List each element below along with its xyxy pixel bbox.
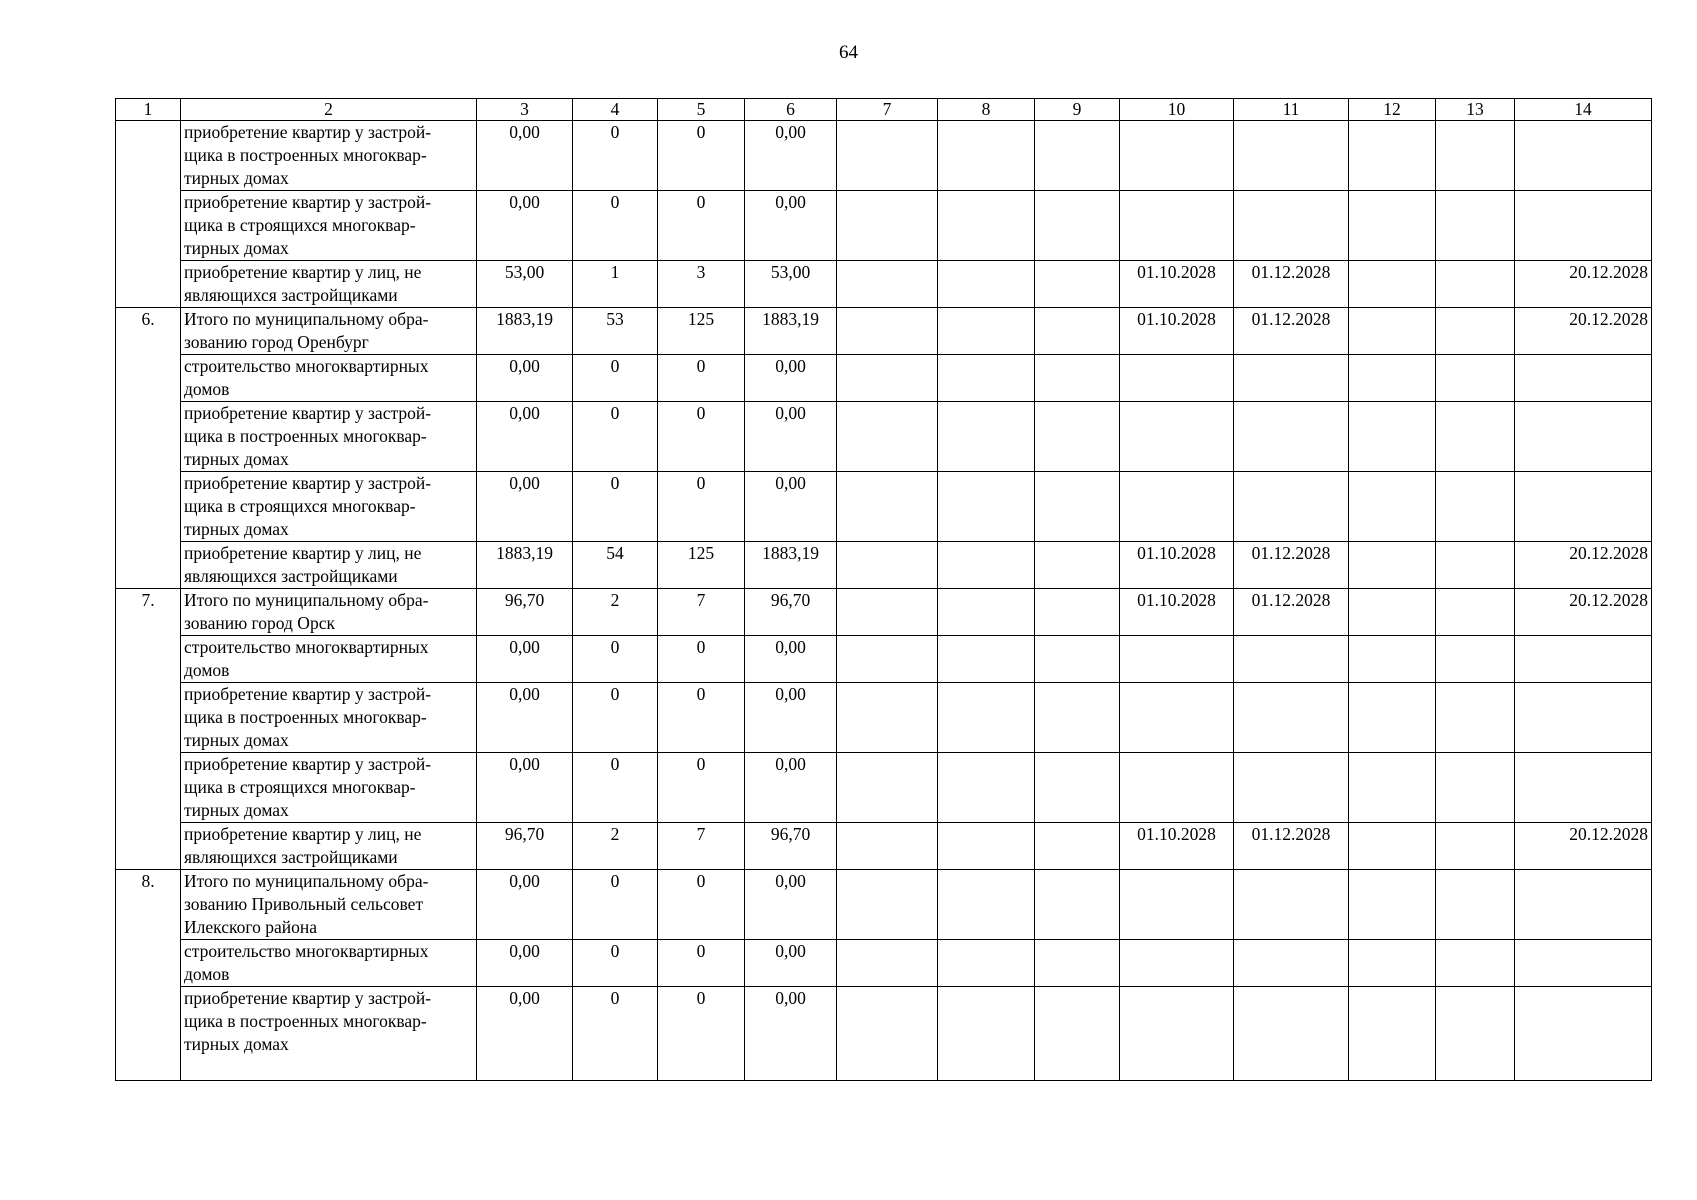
row-description-cell — [181, 542, 477, 589]
cell-col-3: 0,00 — [477, 121, 573, 191]
cell-col-3: 0,00 — [477, 191, 573, 261]
cell-col-4: 0 — [573, 191, 658, 261]
cell-col-6: 53,00 — [745, 261, 837, 308]
cell-col-9 — [1035, 753, 1120, 823]
table-row — [116, 191, 1652, 261]
cell-col-11 — [1234, 870, 1349, 940]
description-line: тирных домах — [184, 519, 289, 539]
cell-col-4: 2 — [573, 589, 658, 636]
cell-col-8 — [938, 589, 1035, 636]
cell-col-7 — [837, 636, 938, 683]
cell-col-3: 0,00 — [477, 683, 573, 753]
cell-col-12 — [1349, 472, 1436, 542]
cell-col-11: 01.12.2028 — [1234, 261, 1349, 308]
page-number: 64 — [839, 42, 858, 63]
description-line: Итого по муниципальному обра- — [184, 590, 429, 610]
row-description-cell — [181, 940, 477, 987]
cell-col-5: 7 — [658, 589, 745, 636]
cell-col-8 — [938, 402, 1035, 472]
description-line: домов — [184, 660, 230, 680]
description-line: тирных домах — [184, 168, 289, 188]
cell-col-4: 0 — [573, 940, 658, 987]
description-line: щика в построенных многоквар- — [184, 426, 427, 446]
cell-col-14 — [1515, 870, 1652, 940]
cell-col-6: 0,00 — [745, 987, 837, 1081]
cell-col-8 — [938, 683, 1035, 753]
cell-col-10: 01.10.2028 — [1120, 308, 1234, 355]
cell-col-8 — [938, 753, 1035, 823]
description-line: щика в построенных многоквар- — [184, 145, 427, 165]
description-line: щика в построенных многоквар- — [184, 707, 427, 727]
cell-col-11 — [1234, 753, 1349, 823]
description-line: тирных домах — [184, 730, 289, 750]
table-row — [116, 308, 1652, 355]
cell-col-3: 0,00 — [477, 940, 573, 987]
cell-col-14 — [1515, 402, 1652, 472]
cell-col-4: 53 — [573, 308, 658, 355]
cell-col-13 — [1436, 987, 1515, 1081]
header-row — [116, 99, 1652, 121]
cell-col-10 — [1120, 987, 1234, 1081]
description-line: щика в строящихся многоквар- — [184, 215, 416, 235]
cell-col-14 — [1515, 191, 1652, 261]
cell-col-13 — [1436, 472, 1515, 542]
cell-col-14 — [1515, 472, 1652, 542]
cell-col-13 — [1436, 636, 1515, 683]
column-header: 5 — [658, 99, 745, 121]
row-description-cell — [181, 683, 477, 753]
description-line: тирных домах — [184, 800, 289, 820]
cell-col-12 — [1349, 823, 1436, 870]
cell-col-7 — [837, 987, 938, 1081]
cell-col-13 — [1436, 191, 1515, 261]
cell-col-8 — [938, 261, 1035, 308]
cell-col-4: 1 — [573, 261, 658, 308]
row-description-cell — [181, 121, 477, 191]
cell-col-13 — [1436, 940, 1515, 987]
cell-col-5: 0 — [658, 870, 745, 940]
cell-col-4: 0 — [573, 987, 658, 1081]
cell-col-4: 0 — [573, 683, 658, 753]
row-number-cell — [116, 121, 181, 308]
column-header: 10 — [1120, 99, 1234, 121]
row-description-cell — [181, 261, 477, 308]
description-line: щика в построенных многоквар- — [184, 1011, 427, 1031]
cell-col-13 — [1436, 402, 1515, 472]
cell-col-8 — [938, 542, 1035, 589]
cell-col-7 — [837, 589, 938, 636]
cell-col-13 — [1436, 355, 1515, 402]
description-line: строительство многоквартирных — [184, 356, 429, 376]
description-line: щика в строящихся многоквар- — [184, 496, 416, 516]
cell-col-8 — [938, 191, 1035, 261]
cell-col-9 — [1035, 308, 1120, 355]
cell-col-5: 0 — [658, 753, 745, 823]
cell-col-3: 53,00 — [477, 261, 573, 308]
cell-col-13 — [1436, 870, 1515, 940]
description-line: приобретение квартир у застрой- — [184, 988, 432, 1008]
cell-col-9 — [1035, 472, 1120, 542]
table-row — [116, 870, 1652, 940]
cell-col-7 — [837, 683, 938, 753]
cell-col-6: 0,00 — [745, 870, 837, 940]
cell-col-12 — [1349, 261, 1436, 308]
description-line: щика в строящихся многоквар- — [184, 777, 416, 797]
cell-col-6: 96,70 — [745, 589, 837, 636]
description-line: зованию город Оренбург — [184, 332, 369, 352]
cell-col-9 — [1035, 987, 1120, 1081]
cell-col-9 — [1035, 823, 1120, 870]
cell-col-11 — [1234, 121, 1349, 191]
description-line: тирных домах — [184, 238, 289, 258]
description-line: приобретение квартир у застрой- — [184, 684, 432, 704]
cell-col-7 — [837, 753, 938, 823]
cell-col-12 — [1349, 121, 1436, 191]
cell-col-13 — [1436, 753, 1515, 823]
cell-col-10: 01.10.2028 — [1120, 261, 1234, 308]
cell-col-5: 0 — [658, 121, 745, 191]
cell-col-9 — [1035, 870, 1120, 940]
description-line: приобретение квартир у застрой- — [184, 473, 432, 493]
cell-col-6: 0,00 — [745, 683, 837, 753]
cell-col-3: 0,00 — [477, 355, 573, 402]
description-line: приобретение квартир у застрой- — [184, 122, 432, 142]
cell-col-7 — [837, 308, 938, 355]
cell-col-8 — [938, 636, 1035, 683]
row-description-cell — [181, 636, 477, 683]
cell-col-14 — [1515, 940, 1652, 987]
cell-col-12 — [1349, 940, 1436, 987]
cell-col-12 — [1349, 355, 1436, 402]
cell-col-3: 0,00 — [477, 753, 573, 823]
column-header: 12 — [1349, 99, 1436, 121]
cell-col-11 — [1234, 191, 1349, 261]
cell-col-14: 20.12.2028 — [1515, 542, 1652, 589]
cell-col-11 — [1234, 355, 1349, 402]
cell-col-3: 1883,19 — [477, 308, 573, 355]
cell-col-5: 0 — [658, 683, 745, 753]
cell-col-11 — [1234, 683, 1349, 753]
row-description-cell — [181, 472, 477, 542]
cell-col-7 — [837, 870, 938, 940]
cell-col-11: 01.12.2028 — [1234, 823, 1349, 870]
cell-col-6: 0,00 — [745, 472, 837, 542]
cell-col-4: 0 — [573, 402, 658, 472]
description-line: Итого по муниципальному обра- — [184, 309, 429, 329]
cell-col-7 — [837, 355, 938, 402]
cell-col-10 — [1120, 636, 1234, 683]
cell-col-7 — [837, 940, 938, 987]
cell-col-4: 0 — [573, 870, 658, 940]
cell-col-6: 1883,19 — [745, 308, 837, 355]
cell-col-3: 1883,19 — [477, 542, 573, 589]
cell-col-3: 0,00 — [477, 987, 573, 1081]
cell-col-10 — [1120, 191, 1234, 261]
cell-col-6: 0,00 — [745, 191, 837, 261]
description-line: домов — [184, 379, 230, 399]
cell-col-14 — [1515, 753, 1652, 823]
cell-col-11 — [1234, 987, 1349, 1081]
cell-col-13 — [1436, 121, 1515, 191]
cell-col-9 — [1035, 191, 1120, 261]
cell-col-6: 0,00 — [745, 355, 837, 402]
cell-col-12 — [1349, 683, 1436, 753]
column-header: 4 — [573, 99, 658, 121]
table-row — [116, 589, 1652, 636]
cell-col-14 — [1515, 636, 1652, 683]
cell-col-9 — [1035, 589, 1120, 636]
cell-col-14 — [1515, 683, 1652, 753]
row-description-cell — [181, 987, 477, 1081]
cell-col-10 — [1120, 355, 1234, 402]
cell-col-11 — [1234, 636, 1349, 683]
description-line: являющихся застройщиками — [184, 285, 398, 305]
cell-col-3: 0,00 — [477, 636, 573, 683]
column-header: 2 — [181, 99, 477, 121]
column-header: 1 — [116, 99, 181, 121]
cell-col-5: 0 — [658, 402, 745, 472]
cell-col-12 — [1349, 402, 1436, 472]
cell-col-10 — [1120, 472, 1234, 542]
cell-col-13 — [1436, 683, 1515, 753]
description-line: зованию Привольный сельсовет — [184, 894, 424, 914]
cell-col-9 — [1035, 542, 1120, 589]
column-header: 8 — [938, 99, 1035, 121]
cell-col-4: 0 — [573, 121, 658, 191]
cell-col-8 — [938, 308, 1035, 355]
cell-col-5: 0 — [658, 355, 745, 402]
row-description-cell — [181, 870, 477, 940]
cell-col-10 — [1120, 870, 1234, 940]
description-line: Илекского района — [184, 917, 317, 937]
description-line: приобретение квартир у застрой- — [184, 192, 432, 212]
cell-col-7 — [837, 823, 938, 870]
cell-col-10 — [1120, 402, 1234, 472]
cell-col-10: 01.10.2028 — [1120, 823, 1234, 870]
column-header: 3 — [477, 99, 573, 121]
table-row — [116, 261, 1652, 308]
row-number-cell: 8. — [116, 870, 181, 1081]
cell-col-3: 0,00 — [477, 402, 573, 472]
table-row — [116, 121, 1652, 191]
row-description-cell — [181, 753, 477, 823]
cell-col-7 — [837, 261, 938, 308]
cell-col-14: 20.12.2028 — [1515, 308, 1652, 355]
cell-col-12 — [1349, 870, 1436, 940]
table-row — [116, 472, 1652, 542]
cell-col-9 — [1035, 121, 1120, 191]
cell-col-10 — [1120, 940, 1234, 987]
cell-col-12 — [1349, 589, 1436, 636]
row-number-cell: 7. — [116, 589, 181, 870]
row-description-cell — [181, 402, 477, 472]
cell-col-11 — [1234, 402, 1349, 472]
cell-col-4: 0 — [573, 355, 658, 402]
cell-col-5: 3 — [658, 261, 745, 308]
cell-col-10: 01.10.2028 — [1120, 542, 1234, 589]
description-line: Итого по муниципальному обра- — [184, 871, 429, 891]
table-row — [116, 987, 1652, 1081]
cell-col-13 — [1436, 542, 1515, 589]
cell-col-11: 01.12.2028 — [1234, 542, 1349, 589]
cell-col-8 — [938, 472, 1035, 542]
cell-col-9 — [1035, 683, 1120, 753]
cell-col-4: 0 — [573, 753, 658, 823]
cell-col-8 — [938, 870, 1035, 940]
row-description-cell — [181, 191, 477, 261]
cell-col-13 — [1436, 261, 1515, 308]
column-header: 9 — [1035, 99, 1120, 121]
cell-col-14 — [1515, 355, 1652, 402]
cell-col-7 — [837, 402, 938, 472]
description-line: домов — [184, 964, 230, 984]
cell-col-5: 0 — [658, 636, 745, 683]
cell-col-14: 20.12.2028 — [1515, 823, 1652, 870]
row-description-cell — [181, 589, 477, 636]
cell-col-7 — [837, 191, 938, 261]
description-line: строительство многоквартирных — [184, 941, 429, 961]
cell-col-6: 0,00 — [745, 636, 837, 683]
cell-col-11: 01.12.2028 — [1234, 308, 1349, 355]
cell-col-14 — [1515, 987, 1652, 1081]
description-line: приобретение квартир у лиц, не — [184, 543, 422, 563]
column-header: 6 — [745, 99, 837, 121]
cell-col-5: 0 — [658, 472, 745, 542]
cell-col-12 — [1349, 753, 1436, 823]
cell-col-12 — [1349, 636, 1436, 683]
cell-col-8 — [938, 355, 1035, 402]
cell-col-5: 0 — [658, 191, 745, 261]
cell-col-9 — [1035, 940, 1120, 987]
column-header: 11 — [1234, 99, 1349, 121]
row-description-cell — [181, 308, 477, 355]
table-row — [116, 940, 1652, 987]
cell-col-9 — [1035, 636, 1120, 683]
cell-col-5: 125 — [658, 308, 745, 355]
cell-col-12 — [1349, 191, 1436, 261]
cell-col-8 — [938, 823, 1035, 870]
cell-col-5: 7 — [658, 823, 745, 870]
cell-col-5: 0 — [658, 940, 745, 987]
cell-col-5: 0 — [658, 987, 745, 1081]
description-line: приобретение квартир у застрой- — [184, 403, 432, 423]
cell-col-3: 0,00 — [477, 472, 573, 542]
cell-col-9 — [1035, 261, 1120, 308]
cell-col-14: 20.12.2028 — [1515, 261, 1652, 308]
cell-col-7 — [837, 121, 938, 191]
row-description-cell — [181, 355, 477, 402]
table-row — [116, 823, 1652, 870]
cell-col-14: 20.12.2028 — [1515, 589, 1652, 636]
description-line: являющихся застройщиками — [184, 566, 398, 586]
column-header: 14 — [1515, 99, 1652, 121]
cell-col-11: 01.12.2028 — [1234, 589, 1349, 636]
cell-col-11 — [1234, 940, 1349, 987]
cell-col-11 — [1234, 472, 1349, 542]
cell-col-13 — [1436, 823, 1515, 870]
cell-col-7 — [837, 472, 938, 542]
description-line: тирных домах — [184, 1034, 289, 1054]
column-header: 13 — [1436, 99, 1515, 121]
cell-col-12 — [1349, 542, 1436, 589]
table-row — [116, 683, 1652, 753]
table-row — [116, 753, 1652, 823]
cell-col-6: 96,70 — [745, 823, 837, 870]
cell-col-6: 0,00 — [745, 121, 837, 191]
cell-col-7 — [837, 542, 938, 589]
cell-col-6: 1883,19 — [745, 542, 837, 589]
cell-col-6: 0,00 — [745, 940, 837, 987]
table-row — [116, 355, 1652, 402]
column-header: 7 — [837, 99, 938, 121]
cell-col-8 — [938, 121, 1035, 191]
cell-col-12 — [1349, 308, 1436, 355]
cell-col-4: 2 — [573, 823, 658, 870]
cell-col-13 — [1436, 589, 1515, 636]
cell-col-14 — [1515, 121, 1652, 191]
description-line: строительство многоквартирных — [184, 637, 429, 657]
description-line: приобретение квартир у лиц, не — [184, 262, 422, 282]
cell-col-3: 96,70 — [477, 823, 573, 870]
cell-col-10 — [1120, 753, 1234, 823]
cell-col-12 — [1349, 987, 1436, 1081]
cell-col-3: 0,00 — [477, 870, 573, 940]
cell-col-10 — [1120, 121, 1234, 191]
table-row — [116, 402, 1652, 472]
cell-col-10 — [1120, 683, 1234, 753]
description-line: зованию город Орск — [184, 613, 335, 633]
table-row — [116, 636, 1652, 683]
data-table — [115, 98, 1652, 1081]
cell-col-6: 0,00 — [745, 402, 837, 472]
cell-col-4: 0 — [573, 636, 658, 683]
cell-col-13 — [1436, 308, 1515, 355]
cell-col-9 — [1035, 355, 1120, 402]
cell-col-4: 54 — [573, 542, 658, 589]
description-line: приобретение квартир у лиц, не — [184, 824, 422, 844]
description-line: тирных домах — [184, 449, 289, 469]
cell-col-9 — [1035, 402, 1120, 472]
table-row — [116, 542, 1652, 589]
cell-col-4: 0 — [573, 472, 658, 542]
row-description-cell — [181, 823, 477, 870]
cell-col-8 — [938, 987, 1035, 1081]
cell-col-10: 01.10.2028 — [1120, 589, 1234, 636]
cell-col-8 — [938, 940, 1035, 987]
description-line: приобретение квартир у застрой- — [184, 754, 432, 774]
row-number-cell: 6. — [116, 308, 181, 589]
cell-col-3: 96,70 — [477, 589, 573, 636]
cell-col-6: 0,00 — [745, 753, 837, 823]
description-line: являющихся застройщиками — [184, 847, 398, 867]
cell-col-5: 125 — [658, 542, 745, 589]
